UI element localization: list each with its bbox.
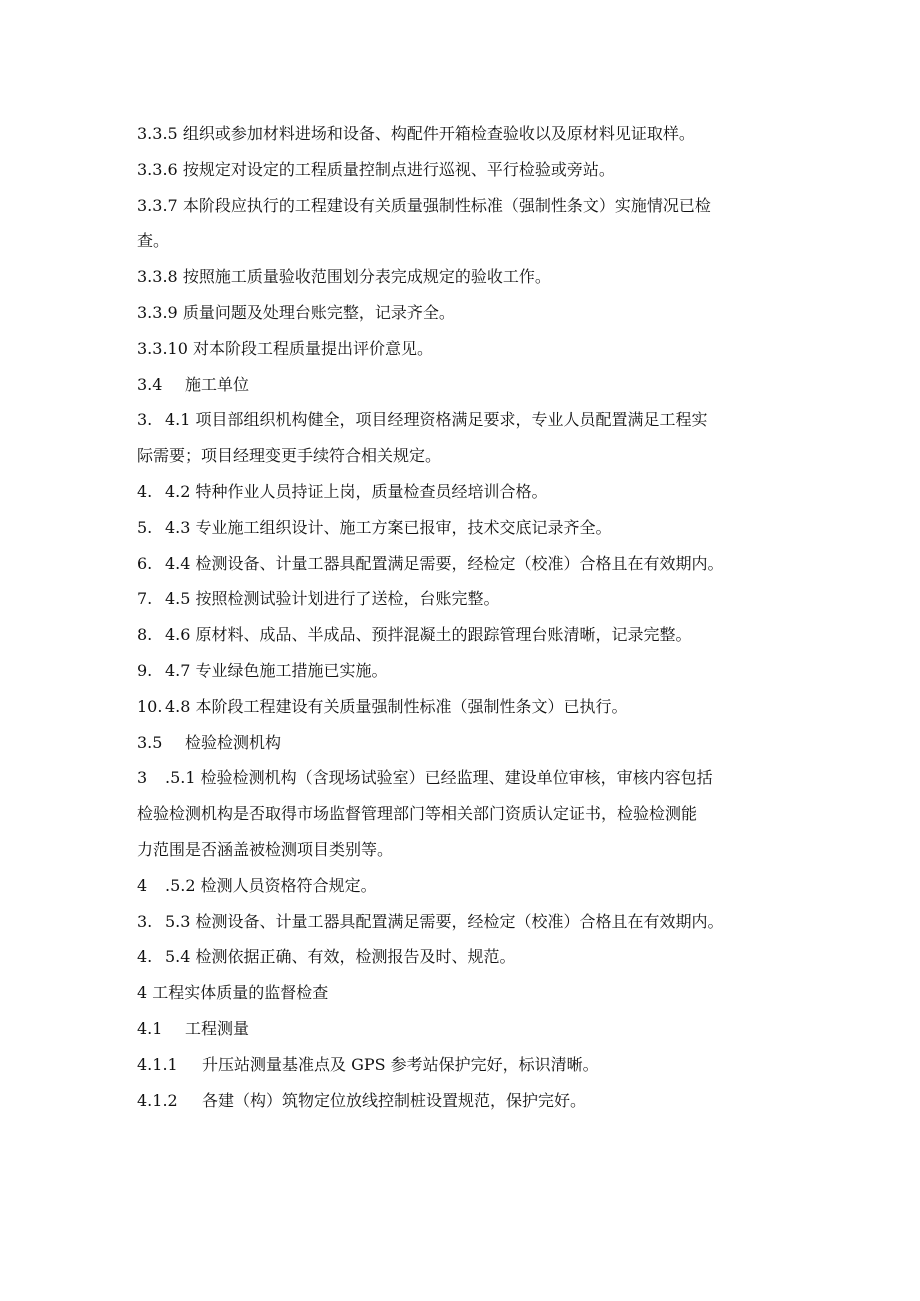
clause-4-2 <box>137 474 797 510</box>
clause-text: 4.4 检测设备、计量工器具配置满足需要，经检定（校准）合格且在有效期内。 <box>165 553 724 573</box>
clause-3-3-9 <box>137 295 797 331</box>
list-number: 4. <box>137 481 153 501</box>
clause-3-3-5 <box>137 116 797 152</box>
clause-text: 4.6 原材料、成品、半成品、预拌混凝土的跟踪管理台账清晰，记录完整。 <box>165 625 692 645</box>
clause-number: 4.1.1 <box>137 1054 178 1074</box>
clause-text: 际需要；项目经理变更手续符合相关规定。 <box>137 446 442 466</box>
clause-4-1-2 <box>137 1083 797 1119</box>
clause-text: 4.3 专业施工组织设计、施工方案已报审，技术交底记录齐全。 <box>165 517 612 537</box>
section-title: 施工单位 <box>185 374 250 394</box>
clause-text: 升压站测量基准点及 GPS 参考站保护完好，标识清晰。 <box>202 1054 599 1074</box>
chapter-number: 4 <box>137 983 148 1003</box>
clause-text: 4.7 专业绿色施工措施已实施。 <box>165 660 388 680</box>
clause-5-1 <box>137 760 797 796</box>
list-number: 8. <box>137 625 153 645</box>
clause-text: 4.5 按照检测试验计划进行了送检，台账完整。 <box>165 589 500 609</box>
clause-text: 组织或参加材料进场和设备、构配件开箱检查验收以及原材料见证取样。 <box>182 124 695 143</box>
clause-number: 4.1.2 <box>137 1090 178 1110</box>
clause-text: 各建（构）筑物定位放线控制桩设置规范，保护完好。 <box>202 1090 587 1110</box>
clause-4-5 <box>137 581 797 617</box>
list-number: 3. <box>137 911 153 931</box>
clause-text: 4.1 项目部组织机构健全，项目经理资格满足要求，专业人员配置满足工程实 <box>165 410 708 430</box>
clause-4-3 <box>137 510 797 546</box>
clause-text: 查。 <box>137 231 170 251</box>
clause-text: 5.4 检测依据正确、有效，检测报告及时、规范。 <box>165 947 516 967</box>
list-number: 4. <box>137 947 153 967</box>
clause-5-2 <box>137 868 797 904</box>
clause-number: 3.3.5 <box>137 124 178 143</box>
list-number: 3. <box>137 410 153 430</box>
list-number: 7. <box>137 589 153 609</box>
section-heading-4-1 <box>137 1011 797 1047</box>
list-number: 9. <box>137 660 153 680</box>
section-number: 4.1 <box>137 1018 163 1038</box>
clause-number: 3.3.10 <box>137 338 188 358</box>
clause-number: 3.3.8 <box>137 267 178 287</box>
section-title: 工程测量 <box>185 1018 250 1038</box>
clause-3-3-8 <box>137 259 797 295</box>
clause-text: 对本阶段工程质量提出评价意见。 <box>192 338 433 358</box>
document-body <box>137 116 797 1118</box>
clause-4-7 <box>137 653 797 689</box>
clause-5-1-continued-2 <box>137 832 797 868</box>
clause-number: 3.3.7 <box>137 195 178 215</box>
clause-4-1-continued <box>137 438 797 474</box>
section-heading-3-4 <box>137 367 797 403</box>
clause-text: 质量问题及处理台账完整，记录齐全。 <box>182 302 455 322</box>
list-number: 10. <box>137 696 163 716</box>
clause-3-3-7-continued <box>137 223 797 259</box>
clause-4-1 <box>137 402 797 438</box>
clause-text: 5.3 检测设备、计量工器具配置满足需要，经检定（校准）合格且在有效期内。 <box>165 911 724 931</box>
clause-text: 4.2 特种作业人员持证上岗，质量检查员经培训合格。 <box>165 481 548 501</box>
section-title: 检验检测机构 <box>185 732 282 752</box>
clause-4-8 <box>137 689 797 725</box>
clause-number: 3.3.6 <box>137 159 178 179</box>
clause-text: 本阶段应执行的工程建设有关质量强制性标准（强制性条文）实施情况已检 <box>182 195 711 215</box>
clause-4-4 <box>137 546 797 582</box>
chapter-heading-4 <box>137 975 797 1011</box>
list-number: 6. <box>137 553 153 573</box>
clause-text: 按照施工质量验收范围划分表完成规定的验收工作。 <box>182 267 551 287</box>
clause-5-3 <box>137 904 797 940</box>
clause-4-1-1 <box>137 1047 797 1083</box>
clause-number: 3.3.9 <box>137 302 178 322</box>
clause-text: 力范围是否涵盖被检测项目类别等。 <box>137 839 394 859</box>
section-number: 3.4 <box>137 374 163 394</box>
clause-3-3-6 <box>137 152 797 188</box>
clause-5-1-continued <box>137 796 797 832</box>
section-number: 3.5 <box>137 732 163 752</box>
chapter-title: 工程实体质量的监督检查 <box>152 983 329 1003</box>
clause-text: 检验检测机构是否取得市场监督管理部门等相关部门资质认定证书，检验检测能 <box>137 804 698 824</box>
list-number: 3 <box>137 768 148 788</box>
clause-text: 按规定对设定的工程质量控制点进行巡视、平行检验或旁站。 <box>182 159 615 179</box>
clause-text: .5.2 检测人员资格符合规定。 <box>165 875 377 895</box>
clause-3-3-7 <box>137 188 797 224</box>
clause-5-4 <box>137 939 797 975</box>
list-number: 4 <box>137 875 148 895</box>
list-number: 5. <box>137 517 153 537</box>
clause-text: 4.8 本阶段工程建设有关质量强制性标准（强制性条文）已执行。 <box>165 696 628 716</box>
clause-3-3-10 <box>137 331 797 367</box>
clause-4-6 <box>137 617 797 653</box>
section-heading-3-5 <box>137 725 797 761</box>
clause-text: .5.1 检验检测机构（含现场试验室）已经监理、建设单位审核，审核内容包括 <box>165 768 713 788</box>
